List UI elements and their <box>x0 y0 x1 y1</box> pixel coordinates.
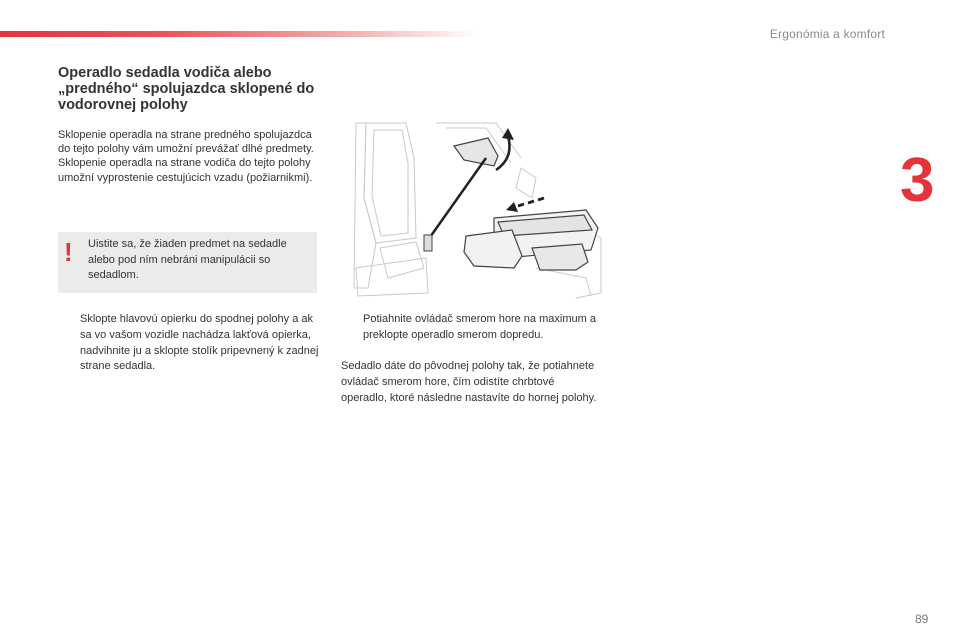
warning-box <box>58 232 317 293</box>
warning-text: Uistite sa, že žiaden predmet na sedadle alebo pod ním nebráni manipulácii so sedadlom. <box>88 238 287 281</box>
section-title: Ergonómia a komfort <box>769 27 885 41</box>
step-lever <box>341 312 601 344</box>
restore-paragraph: Sedadlo dáte do pôvodnej polohy tak, že potiahnete ovládač smerom hore, čím odistíte chrbtové operadlo, ktoré následne nastavíte do hornej polohy. <box>341 360 597 404</box>
forward-arrow-icon <box>518 198 544 206</box>
up-arrow-icon <box>496 136 510 170</box>
step-text: Sklopte hlavovú opierku do spodnej polohy a ak sa vo vašom vozidle nachádza lakťová opierka, nadvihnite ju a sklopte stolík pripevnený k zadnej strane sedadla. <box>80 313 319 373</box>
headrest-shape <box>454 138 498 166</box>
intro-paragraph <box>58 128 320 185</box>
step-text: Potiahnite ovládač smerom hore na maximum a preklopte operadlo smerom dopredu. <box>363 313 596 341</box>
header-accent-bar <box>0 31 480 37</box>
page-number: 89 <box>915 612 929 626</box>
page-heading: Operadlo sedadla vodiča alebo „predného“ spolujazdca sklopené do vodorovnej polohy <box>58 65 315 113</box>
chapter-number: 3 <box>900 146 935 215</box>
step-headrest <box>58 312 322 375</box>
intro-text: Sklopenie operadla na strane predného spolujazdca do tejto polohy vám umožní prevážať dlhé predmety. Sklopenie operadla na strane vodiča do tejto polohy umožní vyprostenie cestujúcich vzadu (požiarnikmi). <box>58 129 314 184</box>
seat-folding-illustration <box>336 118 606 300</box>
exclamation-warning-icon: ! <box>64 237 73 267</box>
